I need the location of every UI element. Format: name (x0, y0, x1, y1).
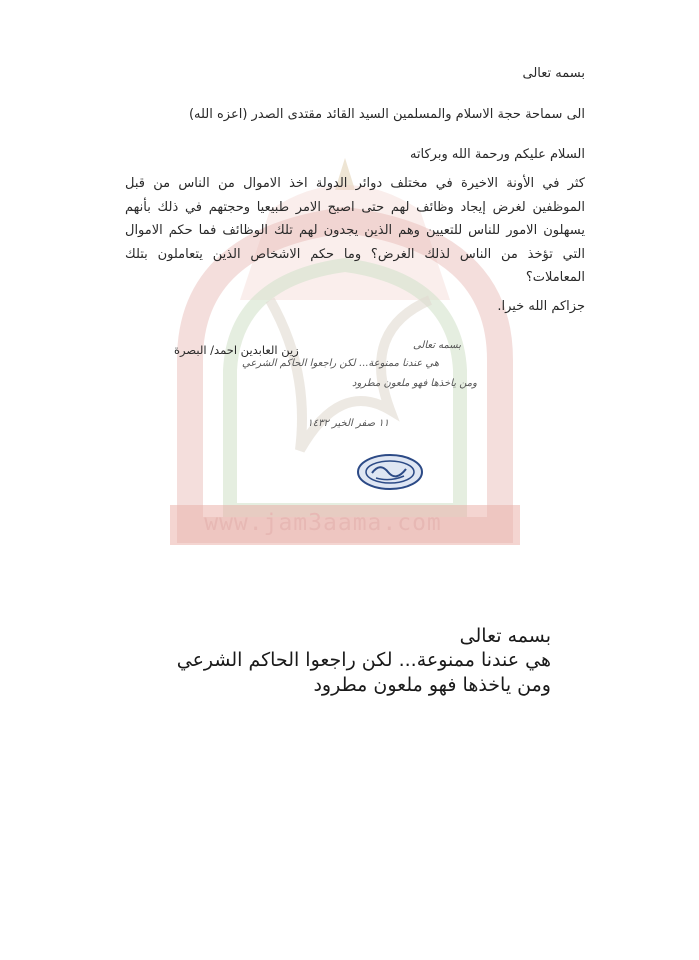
seal-stamp (356, 453, 424, 491)
letter-thanks: جزاكم الله خيرا. (497, 299, 585, 314)
reply-line-1: هي عندنا ممنوعة... لكن راجعوا الحاكم الشرعي (176, 649, 551, 671)
handwritten-heading: بسمه تعالى (412, 340, 461, 351)
letter-sender: زين العابدين احمد/ البصرة (174, 343, 299, 357)
watermark-url: www.jam3aama.com (204, 510, 442, 536)
letter-addressee: الى سماحة حجة الاسلام والمسلمين السيد القائد مقتدى الصدر (اعزه الله) (188, 107, 585, 122)
letter-greeting: السلام عليكم ورحمة الله وبركاته (409, 147, 585, 162)
handwritten-date: ١١ صفر الخير ١٤٣٢ (307, 418, 389, 429)
letter-heading: بسمه تعالى (522, 66, 585, 81)
reply-line-2: ومن ياخذها فهو ملعون مطرود (313, 674, 551, 696)
handwritten-line-1: هي عندنا ممنوعة... لكن راجعوا الحاكم الشرعي (242, 358, 439, 369)
handwritten-line-2: ومن ياخذها فهو ملعون مطرود (351, 378, 477, 389)
letter-body: كثر في الأونة الاخيرة في مختلف دوائر الدولة اخذ الاموال من الناس من قبل الموظفين لغرض إيجاد وظائف لهم حتى اصبح الامر طبيعيا وحجتهم في ذلك بأنهم يسهلون الامور للناس للتعيين وهم الذين يجدون لهم تلك الوظائف فما حكم الاموال التي تؤخذ من الناس لذلك الغرض؟ وما حكم الاشخاص الذين يتعاملون بتلك المعاملات؟ (125, 176, 585, 285)
reply-heading: بسمه تعالى (459, 625, 551, 647)
